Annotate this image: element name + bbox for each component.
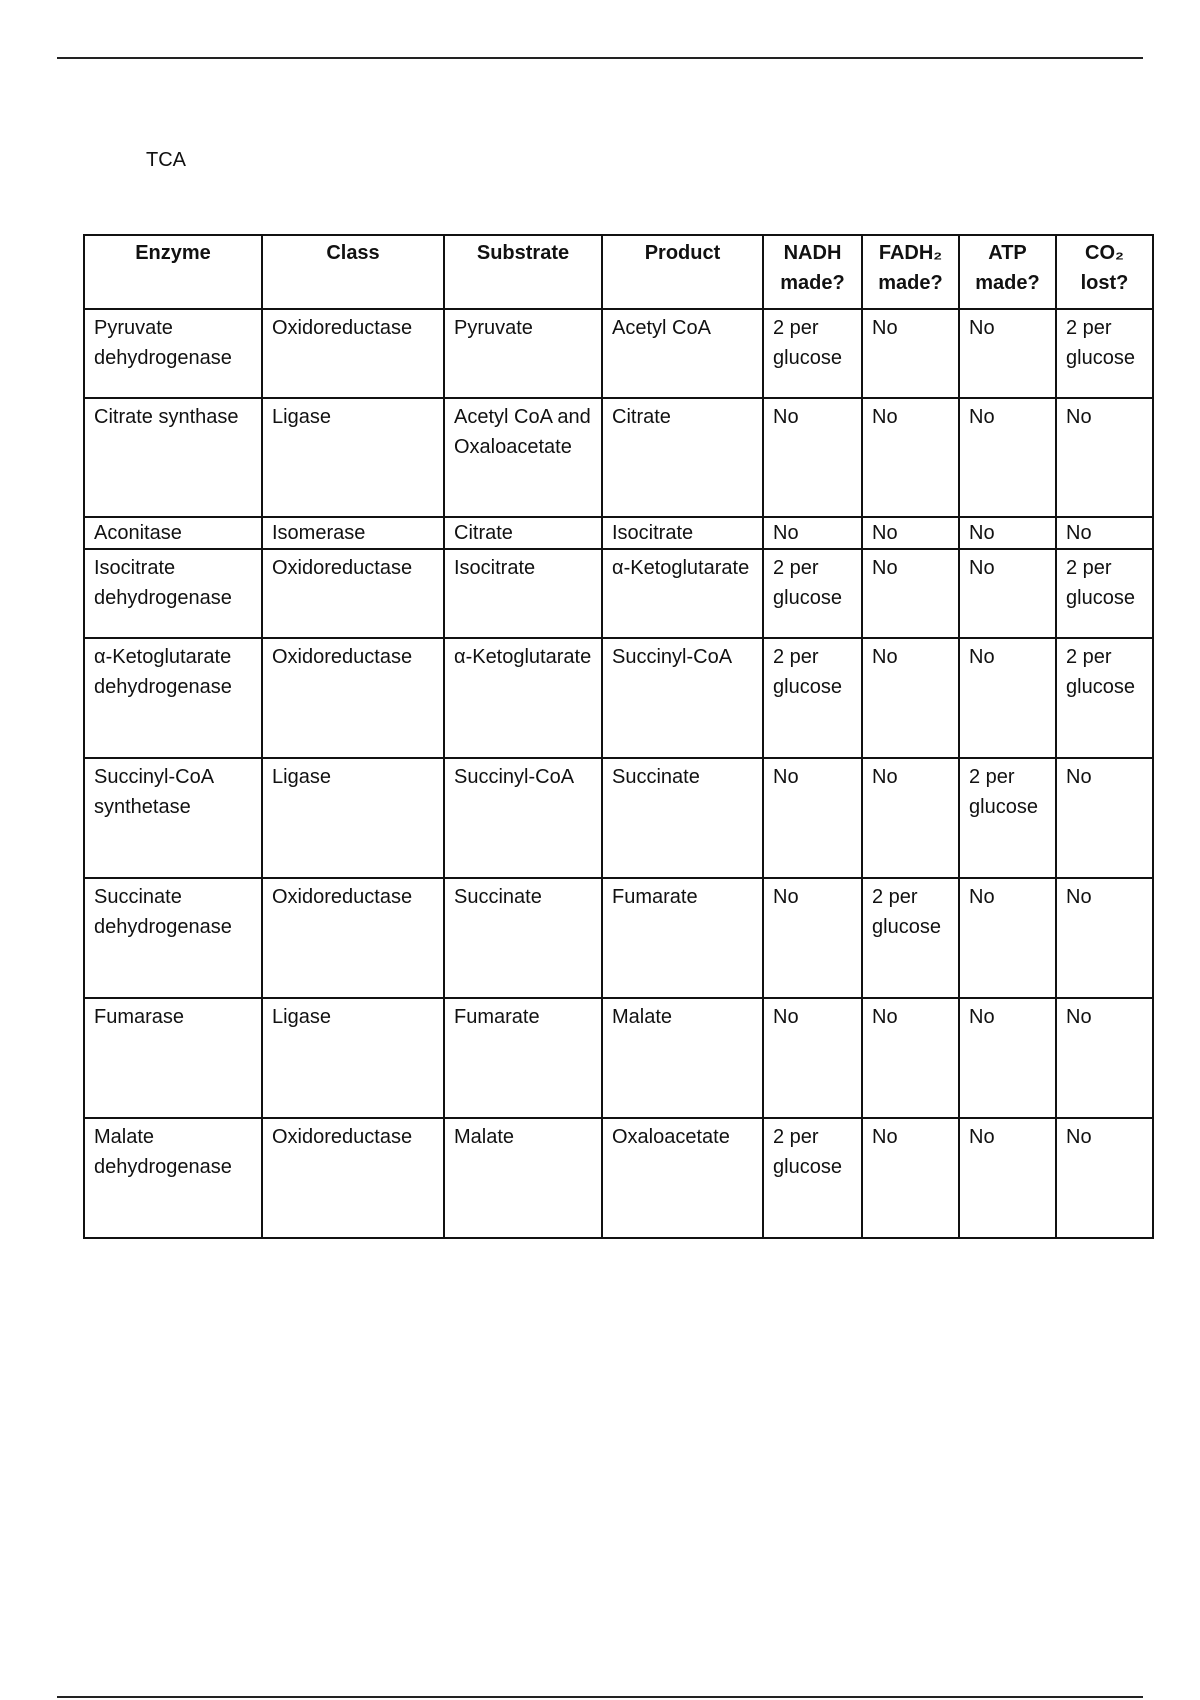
cell-enzyme: Malate dehydrogenase	[84, 1118, 262, 1238]
cell-co2: No	[1056, 998, 1153, 1118]
page-title: TCA	[146, 149, 186, 171]
cell-class: Oxidoreductase	[262, 638, 444, 758]
tca-enzyme-table	[83, 234, 1154, 1239]
cell-fadh2: No	[862, 1118, 959, 1238]
table-row	[84, 1118, 1153, 1238]
cell-atp: No	[959, 1118, 1056, 1238]
cell-nadh: No	[763, 758, 862, 878]
cell-product: Fumarate	[602, 878, 763, 998]
cell-enzyme: Citrate synthase	[84, 398, 262, 517]
cell-atp: 2 per glucose	[959, 758, 1056, 878]
cell-product: α-Ketoglutarate	[602, 549, 763, 638]
table-row	[84, 549, 1153, 638]
cell-nadh: 2 per glucose	[763, 309, 862, 398]
cell-nadh: 2 per glucose	[763, 549, 862, 638]
cell-class: Ligase	[262, 998, 444, 1118]
cell-atp: No	[959, 638, 1056, 758]
cell-atp: No	[959, 517, 1056, 549]
cell-substrate: Isocitrate	[444, 549, 602, 638]
header-substrate: Substrate	[444, 235, 602, 309]
cell-nadh: No	[763, 998, 862, 1118]
cell-co2: No	[1056, 758, 1153, 878]
header-enzyme: Enzyme	[84, 235, 262, 309]
cell-enzyme: Fumarase	[84, 998, 262, 1118]
cell-enzyme: Pyruvate dehydrogenase	[84, 309, 262, 398]
cell-class: Oxidoreductase	[262, 309, 444, 398]
cell-enzyme: Isocitrate dehydrogenase	[84, 549, 262, 638]
cell-fadh2: No	[862, 398, 959, 517]
table-row	[84, 517, 1153, 549]
cell-enzyme: Aconitase	[84, 517, 262, 549]
cell-co2: No	[1056, 398, 1153, 517]
cell-product: Succinate	[602, 758, 763, 878]
header-product: Product	[602, 235, 763, 309]
header-nadh: NADH made?	[763, 235, 862, 309]
cell-product: Malate	[602, 998, 763, 1118]
cell-co2: No	[1056, 517, 1153, 549]
cell-atp: No	[959, 998, 1056, 1118]
header-rule	[57, 57, 1143, 59]
header-co2: CO₂ lost?	[1056, 235, 1153, 309]
cell-co2: No	[1056, 878, 1153, 998]
table-row	[84, 998, 1153, 1118]
cell-substrate: Malate	[444, 1118, 602, 1238]
cell-substrate: Fumarate	[444, 998, 602, 1118]
cell-substrate: Succinate	[444, 878, 602, 998]
header-class: Class	[262, 235, 444, 309]
cell-fadh2: 2 per glucose	[862, 878, 959, 998]
cell-product: Succinyl-CoA	[602, 638, 763, 758]
cell-substrate: Acetyl CoA and Oxaloacetate	[444, 398, 602, 517]
cell-enzyme: Succinate dehydrogenase	[84, 878, 262, 998]
cell-atp: No	[959, 549, 1056, 638]
cell-co2: 2 per glucose	[1056, 549, 1153, 638]
cell-atp: No	[959, 398, 1056, 517]
cell-enzyme: α-Ketoglutarate dehydrogenase	[84, 638, 262, 758]
cell-fadh2: No	[862, 998, 959, 1118]
table-row	[84, 309, 1153, 398]
cell-nadh: No	[763, 398, 862, 517]
cell-substrate: Pyruvate	[444, 309, 602, 398]
table-row	[84, 398, 1153, 517]
cell-class: Oxidoreductase	[262, 1118, 444, 1238]
cell-co2: 2 per glucose	[1056, 638, 1153, 758]
cell-atp: No	[959, 309, 1056, 398]
cell-product: Isocitrate	[602, 517, 763, 549]
table-row	[84, 758, 1153, 878]
cell-atp: No	[959, 878, 1056, 998]
cell-class: Ligase	[262, 758, 444, 878]
table-row	[84, 878, 1153, 998]
cell-nadh: No	[763, 878, 862, 998]
footer-rule	[57, 1696, 1143, 1698]
cell-class: Ligase	[262, 398, 444, 517]
cell-substrate: α-Ketoglutarate	[444, 638, 602, 758]
cell-class: Oxidoreductase	[262, 549, 444, 638]
cell-substrate: Succinyl-CoA	[444, 758, 602, 878]
cell-class: Isomerase	[262, 517, 444, 549]
cell-fadh2: No	[862, 549, 959, 638]
cell-enzyme: Succinyl-CoA synthetase	[84, 758, 262, 878]
cell-nadh: No	[763, 517, 862, 549]
header-fadh2: FADH₂ made?	[862, 235, 959, 309]
table-header-row	[84, 235, 1153, 309]
cell-fadh2: No	[862, 758, 959, 878]
cell-fadh2: No	[862, 638, 959, 758]
cell-class: Oxidoreductase	[262, 878, 444, 998]
header-atp: ATP made?	[959, 235, 1056, 309]
cell-fadh2: No	[862, 309, 959, 398]
cell-nadh: 2 per glucose	[763, 638, 862, 758]
cell-co2: 2 per glucose	[1056, 309, 1153, 398]
cell-substrate: Citrate	[444, 517, 602, 549]
table-row	[84, 638, 1153, 758]
cell-product: Citrate	[602, 398, 763, 517]
cell-fadh2: No	[862, 517, 959, 549]
cell-product: Acetyl CoA	[602, 309, 763, 398]
cell-product: Oxaloacetate	[602, 1118, 763, 1238]
cell-co2: No	[1056, 1118, 1153, 1238]
cell-nadh: 2 per glucose	[763, 1118, 862, 1238]
